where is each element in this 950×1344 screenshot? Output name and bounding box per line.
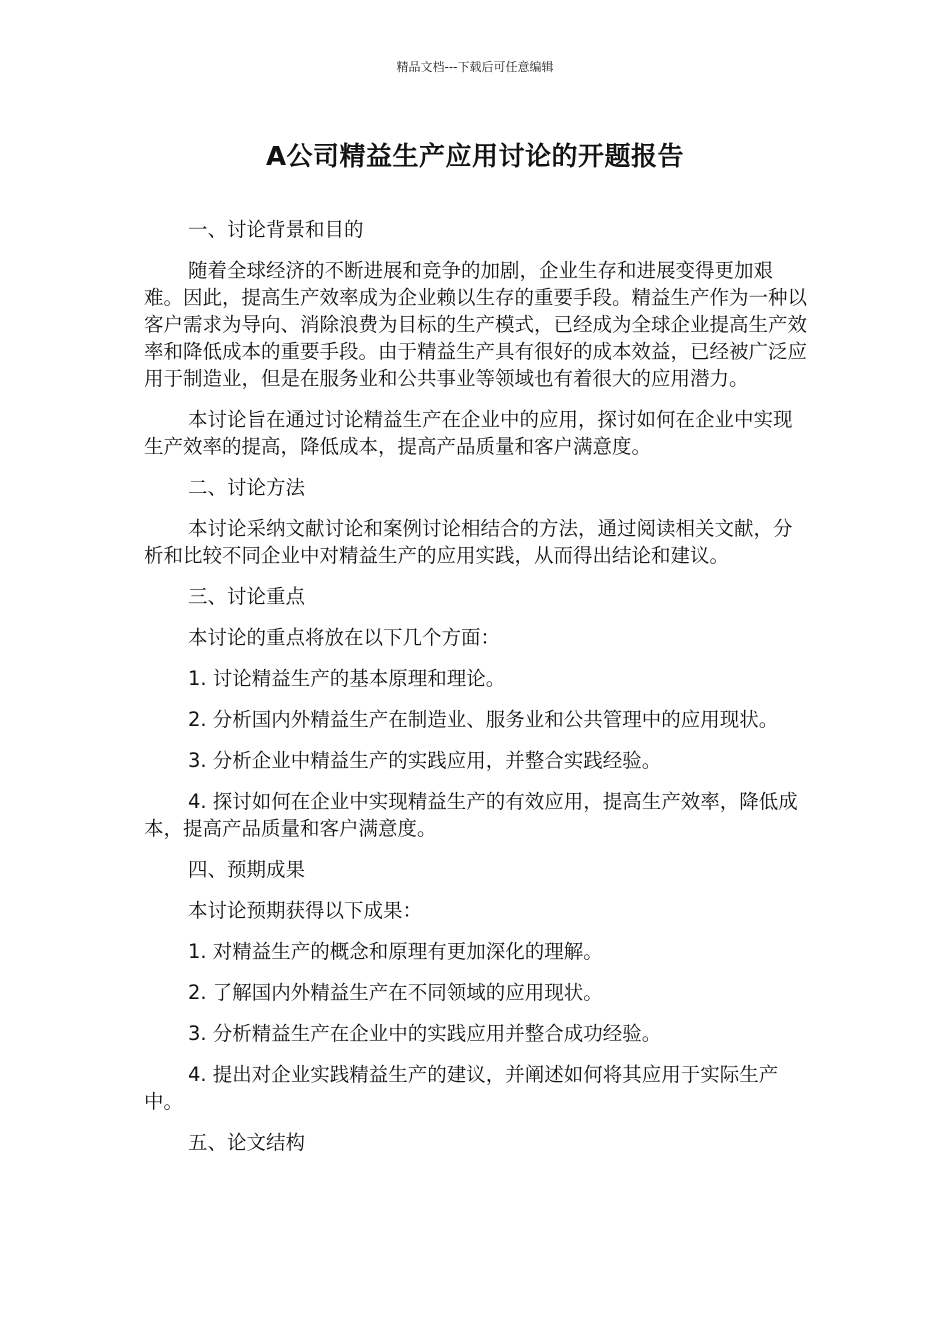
paragraph-background: 随着全球经济的不断进展和竞争的加剧，企业生存和进展变得更加艰难。因此，提高生产效率成为企业赖以生存的重要手段。精益生产作为一种以客户需求为导向、消除浪费为目标的生产模式，已经成为全球企业提高生产效率和降低成本的重要手段。由于精益生产具有很好的成本效益，已经被广泛应用于制造业，但是在服务业和公共事业等领域也有着很大的应用潜力。 xyxy=(144,259,808,390)
header-note: 精品文档---下载后可任意编辑 xyxy=(396,60,554,74)
paragraph-outcomes-intro: 本讨论预期获得以下成果： xyxy=(188,899,423,922)
list-item-outcome-4: 4. 提出对企业实践精益生产的建议，并阐述如何将其应用于实际生产中。 xyxy=(144,1063,779,1113)
document-title: A公司精益生产应用讨论的开题报告 xyxy=(265,142,685,172)
list-item-outcome-3: 3. 分析精益生产在企业中的实践应用并整合成功经验。 xyxy=(188,1022,662,1045)
section-heading-focus: 三、讨论重点 xyxy=(188,585,306,608)
section-heading-method: 二、讨论方法 xyxy=(188,476,306,499)
paragraph-focus-intro: 本讨论的重点将放在以下几个方面： xyxy=(188,626,501,649)
section-heading-outcomes: 四、预期成果 xyxy=(188,858,306,881)
list-item-focus-2: 2. 分析国内外精益生产在制造业、服务业和公共管理中的应用现状。 xyxy=(188,708,779,731)
paragraph-method: 本讨论采纳文献讨论和案例讨论相结合的方法，通过阅读相关文献，分析和比较不同企业中对精益生产的应用实践，从而得出结论和建议。 xyxy=(144,517,793,567)
list-item-outcome-2: 2. 了解国内外精益生产在不同领域的应用现状。 xyxy=(188,981,603,1004)
list-item-focus-1: 1. 讨论精益生产的基本原理和理论。 xyxy=(188,667,506,690)
list-item-outcome-1: 1. 对精益生产的概念和原理有更加深化的理解。 xyxy=(188,940,603,963)
section-heading-background: 一、讨论背景和目的 xyxy=(188,218,364,241)
list-item-focus-3: 3. 分析企业中精益生产的实践应用，并整合实践经验。 xyxy=(188,749,662,772)
list-item-focus-4: 4. 探讨如何在企业中实现精益生产的有效应用，提高生产效率，降低成本，提高产品质量和客户满意度。 xyxy=(144,790,798,840)
document-body xyxy=(144,216,809,1170)
section-heading-structure: 五、论文结构 xyxy=(188,1131,306,1154)
paragraph-purpose: 本讨论旨在通过讨论精益生产在企业中的应用，探讨如何在企业中实现生产效率的提高，降低成本，提高产品质量和客户满意度。 xyxy=(144,408,793,458)
